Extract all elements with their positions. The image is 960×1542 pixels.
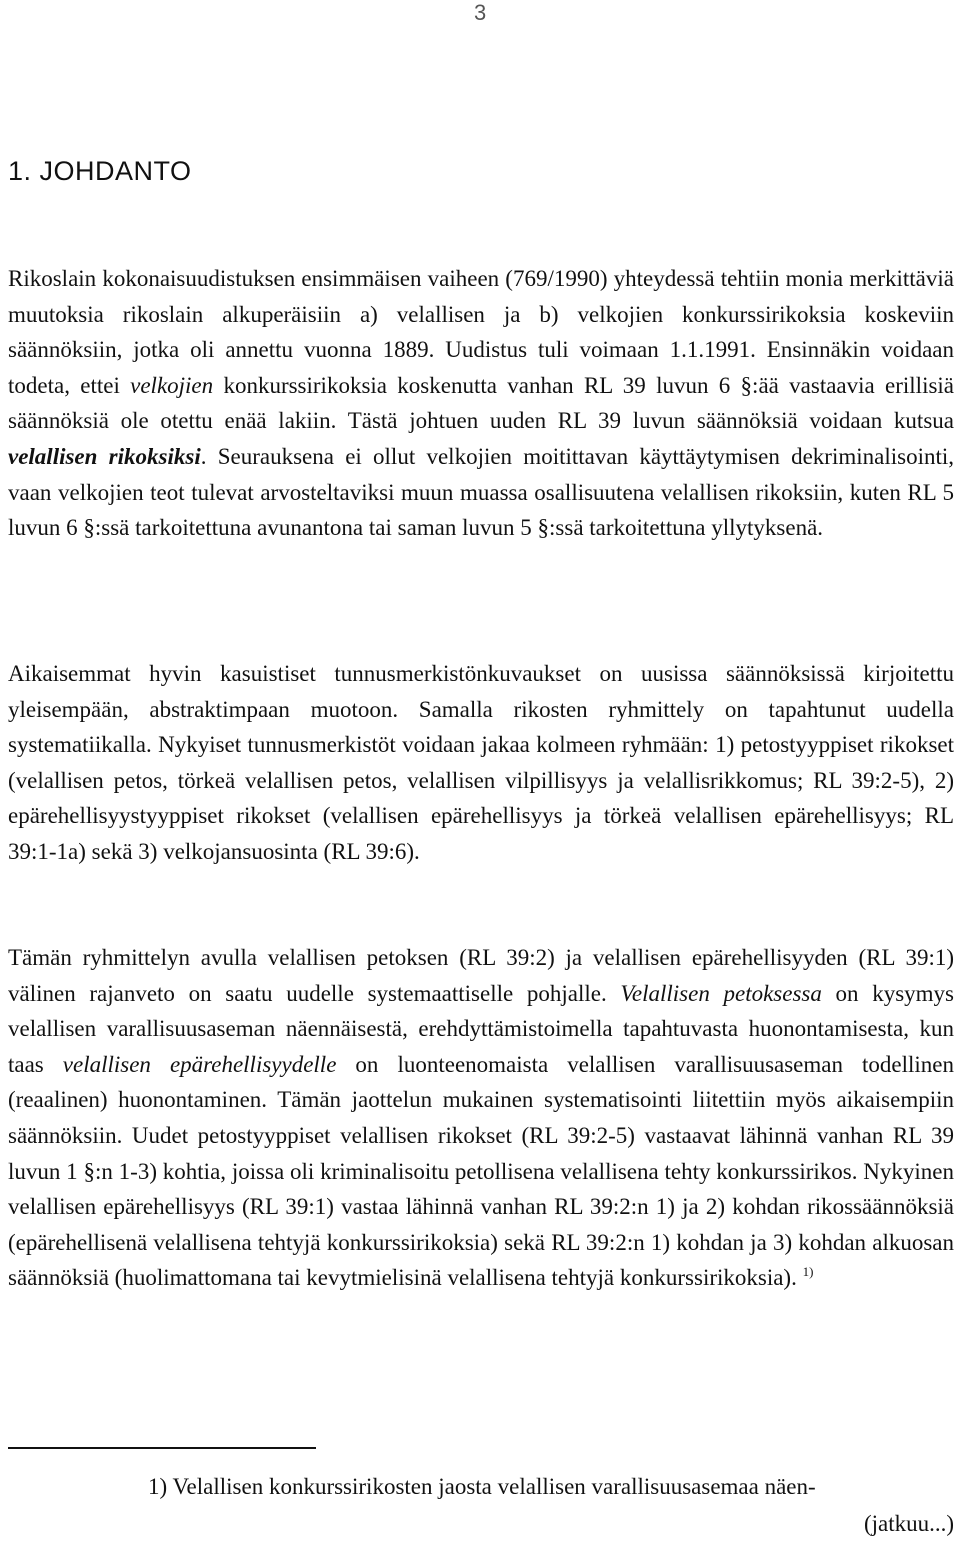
paragraph-1-text-c: konkurssirikoksia koskenutta vanhan RL 39 luvun 6 §:ää vastaavia erillisiä säännöksiä ole otettu enää lakiin. Tästä johtuen uuden RL 39 luvun säännöksiä voidaan kutsua [8,372,955,434]
paragraph-3-text-c: on kysymys velallisen varallisuusaseman näennäisestä, erehdyttämistoimella tapahtuvasta huonontamisesta, kun taas [8,980,954,1077]
paragraph-1-text-e: . Seurauksena ei ollut velkojien moitittavan käyttäytymisen dekriminalisointi, vaan velkojien teot tulevat arvosteltaviksi muun muassa osallisuutena velallisen rikoksiin, kuten RL 5 luvun 6 §:ssä tarkoitettuna avunantona tai saman luvun 5 §:ssä tarkoitettuna yllytyksenä. [8,443,954,541]
section-heading: 1. JOHDANTO [8,156,192,186]
paragraph-3-text-a: Tämän ryhmittelyn avulla velallisen petoksen (RL 39:2) ja velallisen epärehellisyyden (RL 39:1) välinen rajanveto on saatu uudelle systemaattiselle pohjalle. [8,945,954,1006]
paragraph-2: Aikaisemmat hyvin kasuistiset tunnusmerkistönkuvaukset on uusissa säännöksissä kirjoitettu yleisempään, abstraktimpaan muotoon. Samalla rikosten ryhmittely on tapahtunut uudella systematiikalla. Nykyiset tunnusmerkistöt voidaan jakaa kolmeen ryhmään: 1) petostyyppiset rikokset (velallisen petos, törkeä velallisen petos, velallisen vilpillisyys ja velallisrikkomus; RL 39:2-5), 2) epärehellisyystyyppiset rikokset (velallisen epärehellisyys ja törkeä velallisen epärehellisyys; RL 39:1-1a) sekä 3) velkojansuosinta (RL 39:6). [8,661,954,864]
paragraph-3 [8,940,954,1296]
footnote-text: 1) Velallisen konkurssirikosten jaosta velallisen varallisuusasemaa näen- [148,1474,816,1499]
paragraph-1-text-a: Rikoslain kokonaisuudistuksen ensimmäisen vaiheen (769/1990) yhteydessä tehtiin monia merkittäviä muutoksia rikoslain alkuperäisiin a) velallisen ja b) velkojien konkurssirikoksia koskeviin säännöksiin, jotka oli annettu vuonna 1889. Uudistus tuli voimaan 1.1.1991. Ensinnäkin voidaan todeta, ettei [8,266,954,398]
footnote-divider [8,1447,316,1449]
paragraph-1-bold-term: velallisen rikoksiksi [8,443,201,469]
paragraph-1-italic-term: velkojien [130,372,214,398]
paragraph-1 [8,261,954,546]
continuation-note: (jatkuu...) [863,1511,954,1536]
page-number: 3 [474,0,487,25]
paragraph-3-italic-term-1: Velallisen petoksessa [620,980,822,1006]
paragraph-3-italic-term-2: velallisen epärehellisyydelle [62,1051,337,1077]
footnote-reference[interactable]: 1) [802,1264,814,1280]
paragraph-3-text-e: on luonteenomaista velallisen varallisuusaseman todellinen (reaalinen) huonontaminen. Tämän jaottelun mukainen systematisointi liitettiin myös aikaisempiin säännöksiin. Uudet petostyyppiset velallisen rikokset (RL 39:2-5) vastaavat lähinnä vanhan RL 39 luvun 1 §:n 1-3) kohtia, joissa oli kriminalisoitu petollisena velallisena tehty konkurssirikos. Nykyinen velallisen epärehellisyys (RL 39:1) vastaa lähinnä vanhan RL 39:2:n 1) ja 2) kohdan rikossäännöksiä (epärehellisenä velallisena tehtyjä konkurssirikoksia) sekä RL 39:2:n 1) kohdan ja 3) kohdan alkuosan säännöksiä (huolimattomana tai kevytmielisinä velallisena tehtyjä konkurssirikoksia). [8,1051,954,1291]
